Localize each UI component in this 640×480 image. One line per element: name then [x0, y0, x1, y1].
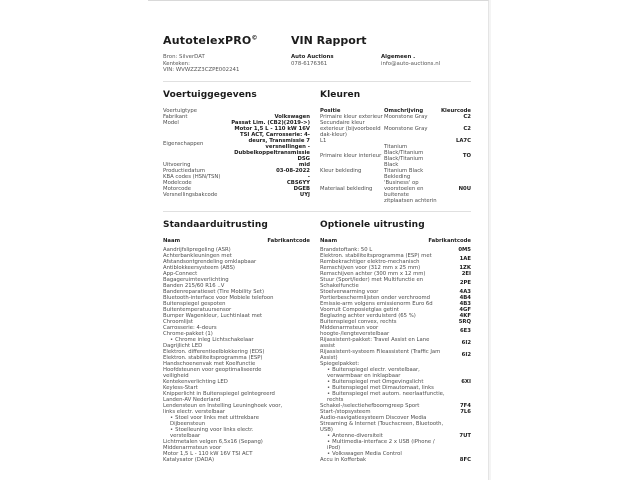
contact-general-block: [381, 54, 471, 67]
bullet-icon: •: [170, 414, 174, 421]
vehicle-field-label: KBA codes (HSN/TSN): [163, 173, 221, 180]
equipment-item-code: 4A3: [459, 288, 471, 295]
equipment-item-name: Banden 215/60 R16 ..V: [163, 282, 225, 289]
brand-name: AutotelexPRO: [163, 34, 252, 47]
colors-table: [320, 114, 471, 204]
color-code: LA7C: [455, 137, 471, 144]
contact-company-name: Auto Auctions: [291, 54, 334, 60]
optional-equipment-section: [320, 220, 471, 463]
equipment-item-code: 1AE: [459, 255, 471, 262]
equipment-item-name: Audio-navigatiesysteem Discover Media Streaming & Internet (Touchscreen, Bluetooth, USB): [320, 414, 444, 433]
meta-source: Bron: SilverDAT: [163, 54, 205, 60]
equipment-item-name: Start-/stopsysteem: [320, 408, 371, 415]
equipment-item-name: Kentekenverlichting LED: [163, 378, 228, 385]
equipment-item-name: Elektron. stabiliteitsprogramma (ESP) met Rembekrachtiger elektro-mechanisch: [320, 252, 432, 265]
equipment-item-name: Bluetooth-interface voor Mobiele telefoon: [163, 294, 274, 301]
color-position: L1: [320, 137, 327, 144]
vehicle-field-value: -: [307, 173, 310, 180]
equipment-item: [320, 457, 471, 463]
bullet-icon: •: [170, 336, 174, 343]
vehicle-field-label: Productiedatum: [163, 167, 206, 174]
equipment-item-name: Portierbeschermlijsten onder verchroomd: [320, 294, 430, 301]
equipment-item-name: Knipperlicht in Buitenspiegel geïntegreerd: [163, 390, 275, 397]
equipment-item-name: • Chrome inleg Lichtschakelaar: [170, 336, 254, 343]
section-title-colors: Kleuren: [320, 89, 361, 100]
equipment-item-name: Rijassistent-systeem Fileassistent (Traffic Jam Assist): [320, 348, 441, 361]
equipment-item-code: 2PE: [459, 279, 471, 286]
bullet-icon: •: [170, 426, 174, 433]
vehicle-field-label: Fabrikant: [163, 113, 188, 120]
section-title-standard: Standaarduitrusting: [163, 219, 268, 230]
vehicle-field-label: Versnellingsbakcode: [163, 191, 218, 198]
standard-equipment-list: [163, 247, 310, 463]
color-position: Secundaire kleur exterieur (bijvoorbeeld dak-kleur): [320, 119, 381, 138]
standard-equipment-section: [163, 220, 310, 463]
equipment-item: [163, 367, 310, 379]
vehicle-field-value: Motor 1,5 L - 110 kW 16V TSI ACT, Carrosserie: 4-deurs, Transmissie 7 versnellingen - Dubbelkoppeltransmissie DSG: [234, 125, 310, 162]
vehicle-field-value: DGEB: [293, 185, 310, 192]
report-header: [163, 34, 471, 74]
equipment-item-code: 8FC: [459, 456, 471, 463]
equipment-item-name: Voorruit Composietglas getint: [320, 306, 399, 313]
color-code: TO: [462, 152, 471, 159]
page-title: VIN Rapport: [291, 34, 367, 47]
vehicle-data-table: [163, 108, 310, 198]
equipment-sub-item: [163, 415, 310, 427]
report-header-right: [291, 34, 471, 74]
equipment-item-code: 6E3: [460, 327, 471, 334]
equipment-item-code: 7F4: [460, 402, 471, 409]
column-header-colorcode: Kleurcode: [440, 107, 471, 114]
color-position: Primaire kleur interieur: [320, 152, 382, 159]
equipment-item-code: 6XI: [461, 378, 471, 385]
vehicle-field-label: Eigenschappen: [163, 140, 204, 147]
equipment-item-name: Accu in Kofferbak: [320, 456, 367, 463]
equipment-item: [320, 337, 471, 349]
equipment-item: [163, 457, 310, 463]
equipment-item-name: Middenarmsteun voor hoogte-/lengteverstelbaar: [320, 324, 390, 337]
equipment-item: [320, 253, 471, 265]
vehicle-field-value: Passat Lim. (CB2)(2019->): [231, 119, 310, 126]
equipment-item-name: • Buitenspiegel electr. verstelbaar, verwarmbaar en inklapbaar: [327, 366, 420, 379]
color-row: [320, 144, 471, 168]
equipment-item-name: • Buitenspiegel met Dimautomaat, links: [327, 384, 434, 391]
equipment-item-code: 2EI: [461, 270, 471, 277]
equipment-item-name: Aandrijfslipregeling (ASR): [163, 246, 231, 253]
equipment-item-name: Bumper Wagenkleur, Luchtinlaat met Chroomlijst: [163, 312, 263, 325]
equipment-item-code: 0M5: [458, 246, 471, 253]
equipment-item-name: Lichtmetalen velgen 6,5x16 (Sepang): [163, 438, 263, 445]
equipment-item-code: 4GF: [459, 306, 471, 313]
equipment-item: [163, 313, 310, 325]
vehicle-data-row: [163, 126, 310, 162]
color-description: Moonstone Gray: [384, 125, 428, 132]
equipment-item-name: Bagageruimteverlichting: [163, 276, 229, 283]
equipment-item-code: 5RQ: [458, 318, 471, 325]
color-description: Moonstone Gray: [384, 113, 428, 120]
equipment-sub-item: [320, 391, 471, 403]
meta-license-plate: Kenteken:: [163, 60, 190, 67]
equipment-item-name: Buitentemperatuursensor: [163, 306, 232, 313]
column-header-manufacturer-code: Fabrikantcode: [267, 237, 310, 244]
equipment-item-name: • Multimedia-interface 2 x USB (iPhone / iPod): [327, 438, 435, 451]
color-position: Primaire kleur exterieur: [320, 113, 383, 120]
equipment-item-code: 4KF: [459, 312, 471, 319]
equipment-sections: [163, 220, 471, 463]
equipment-item-code: 4B4: [459, 294, 471, 301]
equipment-item-name: Emissie-arm volgens emissienorm Euro 6d: [320, 300, 433, 307]
equipment-item-code: 7UT: [459, 432, 471, 439]
bullet-icon: •: [327, 450, 331, 457]
vehicle-field-label: Modelcode: [163, 179, 192, 186]
equipment-item: [163, 403, 310, 415]
vehicle-field-value: UYJ: [299, 191, 310, 198]
report-meta: [163, 54, 291, 74]
equipment-item-code: 6I2: [461, 351, 471, 358]
equipment-item-name: Schakel-/selectiehefboomgreep Sport: [320, 402, 420, 409]
equipment-item-name: Motor 1,5 L - 110 kW 16V TSI ACT: [163, 450, 253, 457]
equipment-item: [320, 349, 471, 361]
color-position: Materiaal bekleding: [320, 185, 373, 192]
color-code: C2: [463, 125, 471, 132]
colors-section: [320, 90, 471, 204]
meta-vin: VIN: WVWZZZ3CZPE002241: [163, 67, 240, 74]
contact-email: info@auto-auctions.nl: [381, 60, 441, 67]
brand-logo: [163, 34, 291, 47]
bullet-icon: •: [327, 438, 331, 445]
optional-equipment-header: [320, 238, 471, 244]
equipment-item-name: Spiegelpakket:: [320, 360, 360, 367]
top-sections: [163, 90, 471, 204]
equipment-item-name: Elektron. differentieelblokkering (EDS): [163, 348, 265, 355]
equipment-item-name: Remschijven achter (300 mm x 12 mm): [320, 270, 426, 277]
equipment-item-name: Stuur (Sport/leder) met Multifunctie en Schakelfunctie: [320, 276, 424, 289]
column-header-position: Positie: [320, 107, 341, 114]
equipment-item-name: Katalysator (DADA): [163, 456, 215, 463]
contact-company-block: [291, 54, 381, 67]
color-position: Kleur bekleding: [320, 167, 362, 174]
color-code: C2: [463, 113, 471, 120]
equipment-item: [163, 253, 310, 265]
equipment-sub-item: [163, 427, 310, 439]
vehicle-field-value: 03-08-2022: [276, 167, 310, 174]
contact-phone: 078-6176361: [291, 60, 328, 67]
equipment-item-name: Buitenspiegel gespoten: [163, 300, 226, 307]
bullet-icon: •: [327, 378, 331, 385]
equipment-item-name: Chrome-pakket (1): [163, 330, 213, 337]
color-description: Titanium Black/Titanium Black/Titanium Black: [384, 143, 424, 168]
vehicle-data-row: [163, 192, 310, 198]
equipment-item-code: 4B3: [459, 300, 471, 307]
equipment-item-name: Achterbankleuningen met Afstandsontgrendeling omklapbaar: [163, 252, 257, 265]
equipment-item-name: • Buitenspiegel met autom. neerlaatfunctie, rechts: [327, 390, 445, 403]
equipment-item-name: Dagrijlicht LED: [163, 342, 203, 349]
vehicle-field-label: Motorcode: [163, 185, 191, 192]
section-title-optional: Optionele uitrusting: [320, 219, 425, 230]
equipment-item-name: Stoelverwarming voor: [320, 288, 379, 295]
copyright-symbol: ©: [251, 34, 258, 42]
vehicle-field-value: CBS6YY: [286, 179, 310, 186]
bullet-icon: •: [327, 384, 331, 391]
equipment-item-code: 6I2: [461, 339, 471, 346]
equipment-item: [320, 277, 471, 289]
equipment-item-name: Landen-AV Nederland: [163, 396, 221, 403]
equipment-item-name: Lendensteun en Instelling Leuninghoek voor, links electr. verstelbaar: [163, 402, 283, 415]
column-header-name: Naam: [320, 237, 338, 244]
divider: [163, 211, 471, 212]
equipment-item-name: Rijassistent-pakket: Travel Assist en Lane assist: [320, 336, 430, 349]
equipment-item-name: Bandenreparatieset (Tire Mobility Set): [163, 288, 265, 295]
equipment-item-name: Brandstoftank: 50 L: [320, 246, 373, 253]
color-row: [320, 120, 471, 138]
equipment-item: [320, 415, 471, 433]
equipment-item-name: Beglazing achter verduisterd (65 %): [320, 312, 416, 319]
equipment-item-code: 1ZK: [459, 264, 471, 271]
equipment-item-name: Elektron. stabiliteitsprogramma (ESP): [163, 354, 263, 361]
equipment-item-name: App-Connect: [163, 270, 198, 277]
vehicle-field-label: Uitvoering: [163, 161, 191, 168]
equipment-sub-item: [320, 367, 471, 379]
standard-equipment-header: [163, 238, 310, 244]
vehicle-data-section: [163, 90, 310, 204]
color-row: [320, 174, 471, 204]
equipment-sub-item: [320, 439, 471, 451]
equipment-item-name: Buitenspiegel convex, rechts: [320, 318, 397, 325]
equipment-item-name: Handschoenenvak met Koelfunctie: [163, 360, 256, 367]
contact-block: [291, 54, 471, 67]
section-title-vehicle: Voertuiggegevens: [163, 89, 257, 100]
bullet-icon: •: [327, 432, 331, 439]
report-header-left: [163, 34, 291, 74]
color-description: Titanium Black: [384, 167, 424, 174]
equipment-item-name: • Volkswagen Media Control: [327, 450, 402, 457]
column-header-description: Omschrijving: [384, 107, 424, 114]
equipment-item-name: Antiblokkeersysteem (ABS): [163, 264, 235, 271]
equipment-item-name: Hoofdsteunen voor geoptimaliseerde veiligheid: [163, 366, 262, 379]
contact-general-label: Algemeen .: [381, 54, 416, 60]
optional-equipment-list: [320, 247, 471, 463]
color-description: Bekleding 'Business' op voorstoelen en buitenste zitplaatsen achterin: [384, 173, 437, 204]
vehicle-field-value: Volkswagen: [274, 113, 310, 120]
vehicle-field-label: Model: [163, 119, 179, 126]
equipment-item: [320, 325, 471, 337]
column-header-name: Naam: [163, 237, 181, 244]
equipment-item-name: Keyless-Start: [163, 384, 198, 391]
vehicle-field-label: Voertuigtype: [163, 107, 197, 114]
equipment-item-name: • Antenne-diversiteit: [327, 432, 383, 439]
equipment-item-name: Middenarmsteun voor: [163, 444, 222, 451]
equipment-item-name: Remschijven voor (312 mm x 25 mm): [320, 264, 421, 271]
vehicle-field-value: mid: [298, 161, 310, 168]
equipment-item-name: • Stoelleuning voor links electr. verstelbaar: [170, 426, 254, 439]
equipment-item-name: • Buitenspiegel met Omgevingslicht: [327, 378, 424, 385]
bullet-icon: •: [327, 390, 331, 397]
equipment-item-code: 7L6: [460, 408, 471, 415]
vin-report-page: [148, 0, 489, 480]
column-header-manufacturer-code: Fabrikantcode: [428, 237, 471, 244]
divider: [163, 81, 471, 82]
equipment-item-name: Carrosserie: 4-deurs: [163, 324, 217, 331]
color-code: N0U: [458, 185, 471, 192]
equipment-item-name: • Stoel voor links met uittrekbare Dijbeensteun: [170, 414, 259, 427]
bullet-icon: •: [327, 366, 331, 373]
